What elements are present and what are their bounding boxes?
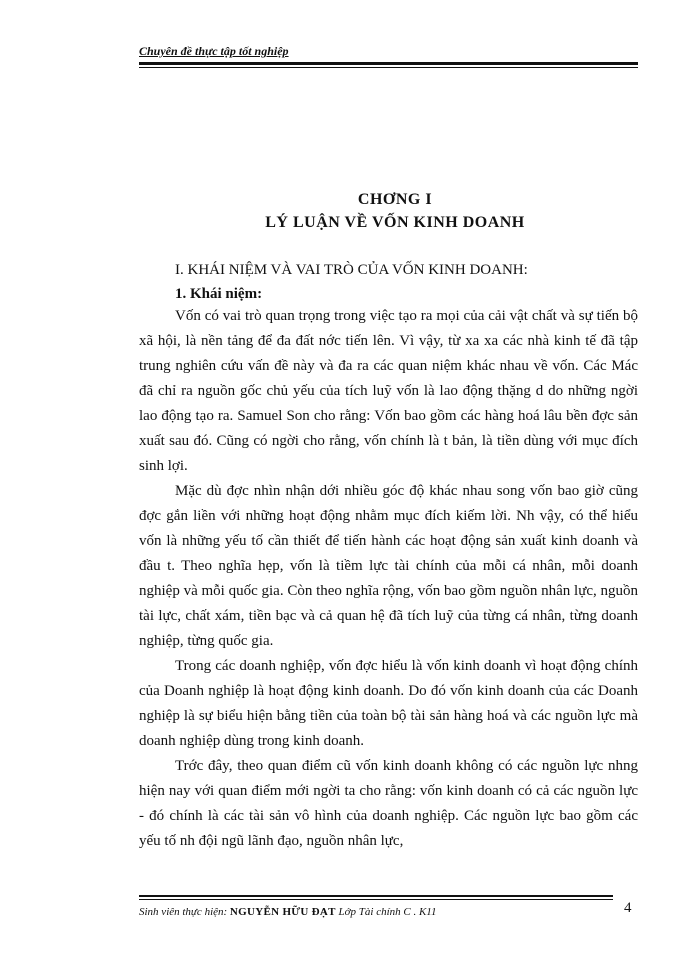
section-heading: I. KHÁI NIỆM VÀ VAI TRÒ CỦA VỐN KINH DOANH:	[175, 262, 528, 278]
header-rule-thick	[139, 62, 638, 65]
student-label: Sinh viên thực hiện:	[139, 906, 228, 918]
footer-info	[139, 906, 437, 918]
paragraph-4: Trớc đây, theo quan điểm cũ vốn kinh doanh không có các nguồn lực nhng hiện nay với quan điểm mới ngời ta cho rằng: vốn kinh doanh có cả các nguồn lực - đó chính là các tài sản vô hình của doanh nghiệp. Các nguồn lực bao gồm các yếu tố nh đội ngũ lãnh đạo, nguồn nhân lực,	[139, 758, 638, 849]
paragraph-1: Vốn có vai trò quan trọng trong việc tạo ra mọi của cải vật chất và sự tiến bộ xã hội, là nền tảng để đa đất nớc tiến lên. Vì vậy, từ xa xa các nhà kinh tế đã tập trung nghiên cứu vấn đề này và đa ra các quan niệm khác nhau về vốn. Các Mác đã chỉ ra nguồn gốc chủ yếu của tích luỹ vốn là lao động thặng d do những ngời lao động tạo ra. Samuel Son cho rằng: Vốn bao gồm các hàng hoá lâu bền đợc sản xuất sau đó. Cũng có ngời cho rằng, vốn chính là t bản, là tiền dùng với mục đích sinh lợi.	[139, 308, 638, 474]
class-label: Lớp Tài chính C . K11	[338, 906, 437, 918]
page-number: 4	[624, 900, 632, 916]
paragraph-2: Mặc dù đợc nhìn nhận dới nhiều góc độ khác nhau song vốn bao giờ cũng đợc gắn liền với những hoạt động nhằm mục đích kiếm lời. Nh vậy, có thể hiểu vốn là những yếu tố cần thiết để tiến hành các hoạt động sản xuất kinh doanh và đầu t. Theo nghĩa hẹp, vốn là tiềm lực tài chính của mỗi cá nhân, mỗi doanh nghiệp và mỗi quốc gia. Còn theo nghĩa rộng, vốn bao gồm nguồn nhân lực, nguồn tài lực, chất xám, tiền bạc và cả quan hệ đã tích luỹ của từng cá nhân, từng doanh nghiệp, từng quốc gia.	[139, 483, 638, 649]
chapter-number: CHƠNG I	[357, 191, 433, 208]
chapter-title: LÝ LUẬN VỀ VỐN KINH DOANH	[265, 214, 525, 231]
paragraph-3: Trong các doanh nghiệp, vốn đợc hiểu là vốn kinh doanh vì hoạt động chính của Doanh nghiệp là hoạt động kinh doanh. Do đó vốn kinh doanh của các Doanh nghiệp là sự biểu hiện bằng tiền của toàn bộ tài sản hàng hoá và các nguồn lực mà doanh nghiệp dùng trong kinh doanh.	[139, 658, 638, 749]
student-name: NGUYỄN HỮU ĐẠT	[229, 906, 336, 918]
footer-rule-thin	[139, 899, 613, 900]
body-text	[139, 304, 638, 854]
footer-rule-thick	[139, 895, 613, 897]
header-rule-thin	[139, 67, 638, 68]
sub-heading: 1. Khái niệm:	[175, 286, 263, 302]
running-header: Chuyên đề thực tập tốt nghiệp	[139, 44, 289, 58]
